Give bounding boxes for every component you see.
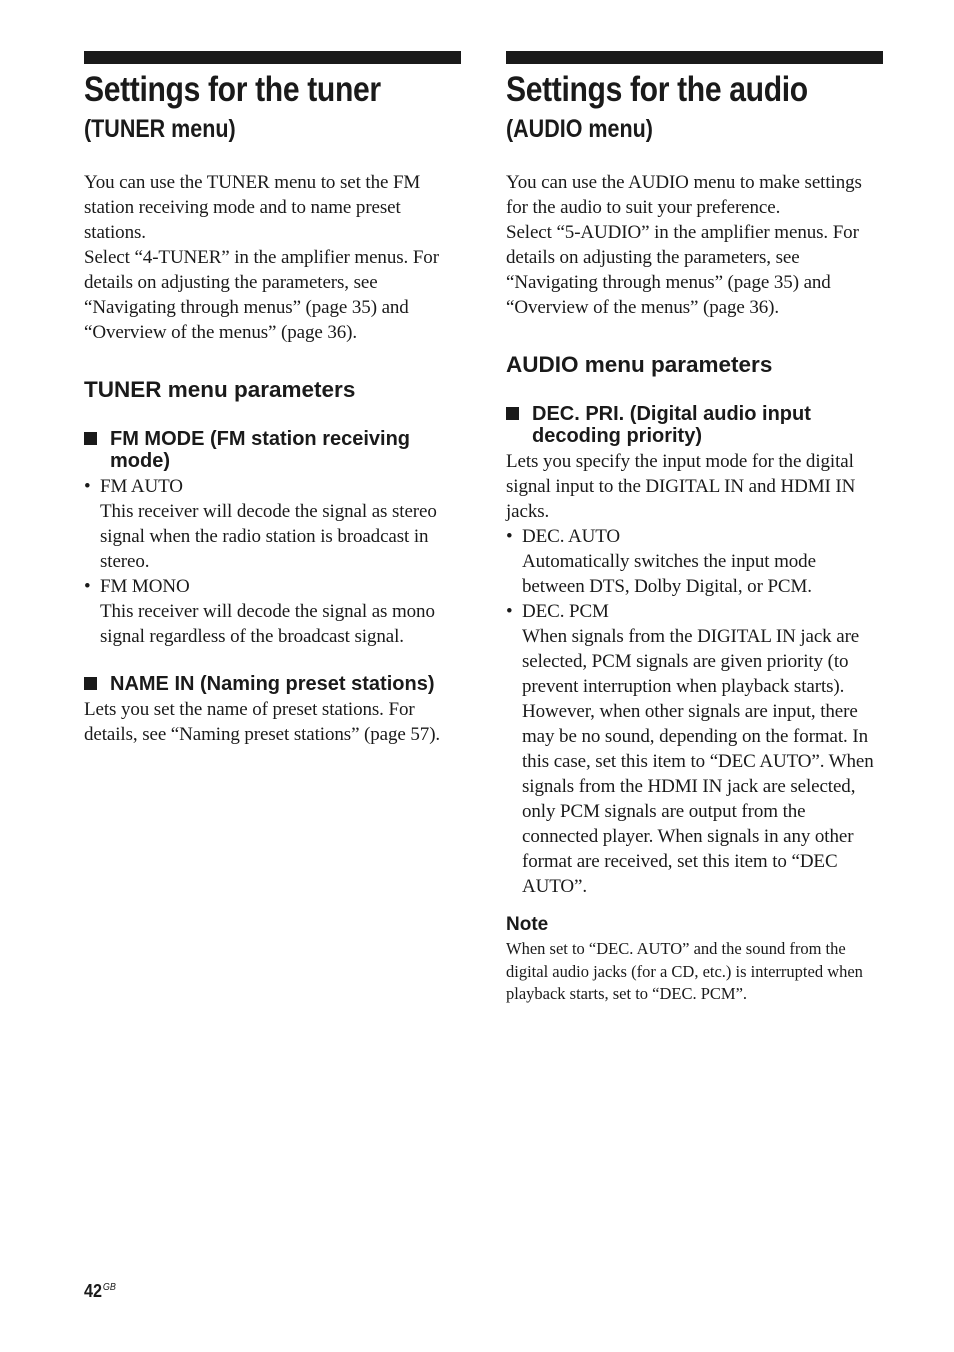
dec-pri-text: Lets you specify the input mode for the digital signal input to the DIGITAL IN and HDMI IN jacks. (506, 451, 856, 522)
page-number-value: 42 (84, 1281, 103, 1301)
option-desc: This receiver will decode the signal as mono signal regardless of the broadcast signal. (100, 601, 435, 647)
audio-intro-p2: Select “5-AUDIO” in the amplifier menus. For details on adjusting the parameters, see “Navigating through menus” (page 35) and “Overview of the menus” (page 36). (506, 222, 859, 318)
option-label: DEC. PCM (522, 601, 609, 622)
list-item (506, 524, 883, 599)
dec-pri-options (506, 524, 883, 899)
name-in-heading-text: NAME IN (Naming preset stations) (110, 673, 435, 695)
subtitle-audio: (AUDIO menu) (506, 115, 653, 143)
option-desc: This receiver will decode the signal as stereo signal when the radio station is broadcast in stereo. (100, 501, 437, 572)
square-bullet-icon (84, 677, 97, 690)
option-label: FM MONO (100, 576, 190, 597)
option-desc: When signals from the DIGITAL IN jack are selected, PCM signals are given priority (to prevent interruption when playback starts). However, when other signals are input, there may be no sound, depending on the format. In this case, set this item to “DEC AUTO”. When signals from the HDMI IN jack are selected, only PCM signals are output from the connected player. When signals in any other format are received, set this item to “DEC AUTO”. (522, 626, 874, 897)
fm-mode-heading-text: FM MODE (FM station receiving mode) (110, 428, 411, 472)
name-in-text: Lets you set the name of preset stations. For details, see “Naming preset stations” (page 57). (84, 699, 441, 745)
subtitle-tuner: (TUNER menu) (84, 115, 236, 143)
section-rule (506, 51, 883, 64)
note-text: When set to “DEC. AUTO” and the sound from the digital audio jacks (for a CD, etc.) is interrupted when playback starts, set to “DEC. PCM”. (506, 939, 863, 1003)
tuner-column (84, 51, 461, 747)
fm-mode-options (84, 474, 461, 649)
fm-mode-heading (84, 428, 461, 472)
page-number-suffix: GB (102, 1282, 116, 1293)
option-label: FM AUTO (100, 476, 183, 497)
bullet-dot-icon: • (84, 476, 91, 497)
dec-pri-heading-text: DEC. PRI. (Digital audio input decoding priority) (532, 403, 811, 447)
tuner-params-heading: TUNER menu parameters (84, 377, 356, 402)
note-heading: Note (506, 914, 549, 935)
page-number (84, 1281, 116, 1302)
list-item (506, 599, 883, 899)
dec-pri-heading (506, 403, 883, 447)
option-desc: Automatically switches the input mode between DTS, Dolby Digital, or PCM. (522, 551, 816, 597)
bullet-dot-icon: • (84, 576, 91, 597)
name-in-heading (84, 673, 461, 695)
tuner-intro (84, 170, 461, 345)
option-label: DEC. AUTO (522, 526, 620, 547)
bullet-dot-icon: • (506, 601, 513, 622)
audio-params-heading: AUDIO menu parameters (506, 352, 773, 377)
list-item (84, 474, 461, 574)
square-bullet-icon (84, 432, 97, 445)
bullet-dot-icon: • (506, 526, 513, 547)
audio-column (506, 51, 883, 1006)
square-bullet-icon (506, 407, 519, 420)
section-rule (84, 51, 461, 64)
audio-intro-p1: You can use the AUDIO menu to make settings for the audio to suit your preference. (506, 172, 862, 218)
list-item (84, 574, 461, 649)
tuner-intro-p1: You can use the TUNER menu to set the FM station receiving mode and to name preset stations. (84, 172, 421, 243)
tuner-intro-p2: Select “4-TUNER” in the amplifier menus. For details on adjusting the parameters, see “Navigating through menus” (page 35) and “Overview of the menus” (page 36). (84, 247, 439, 343)
page-title-audio: Settings for the audio (506, 70, 808, 109)
page-title-tuner: Settings for the tuner (84, 70, 381, 109)
audio-intro (506, 170, 883, 320)
